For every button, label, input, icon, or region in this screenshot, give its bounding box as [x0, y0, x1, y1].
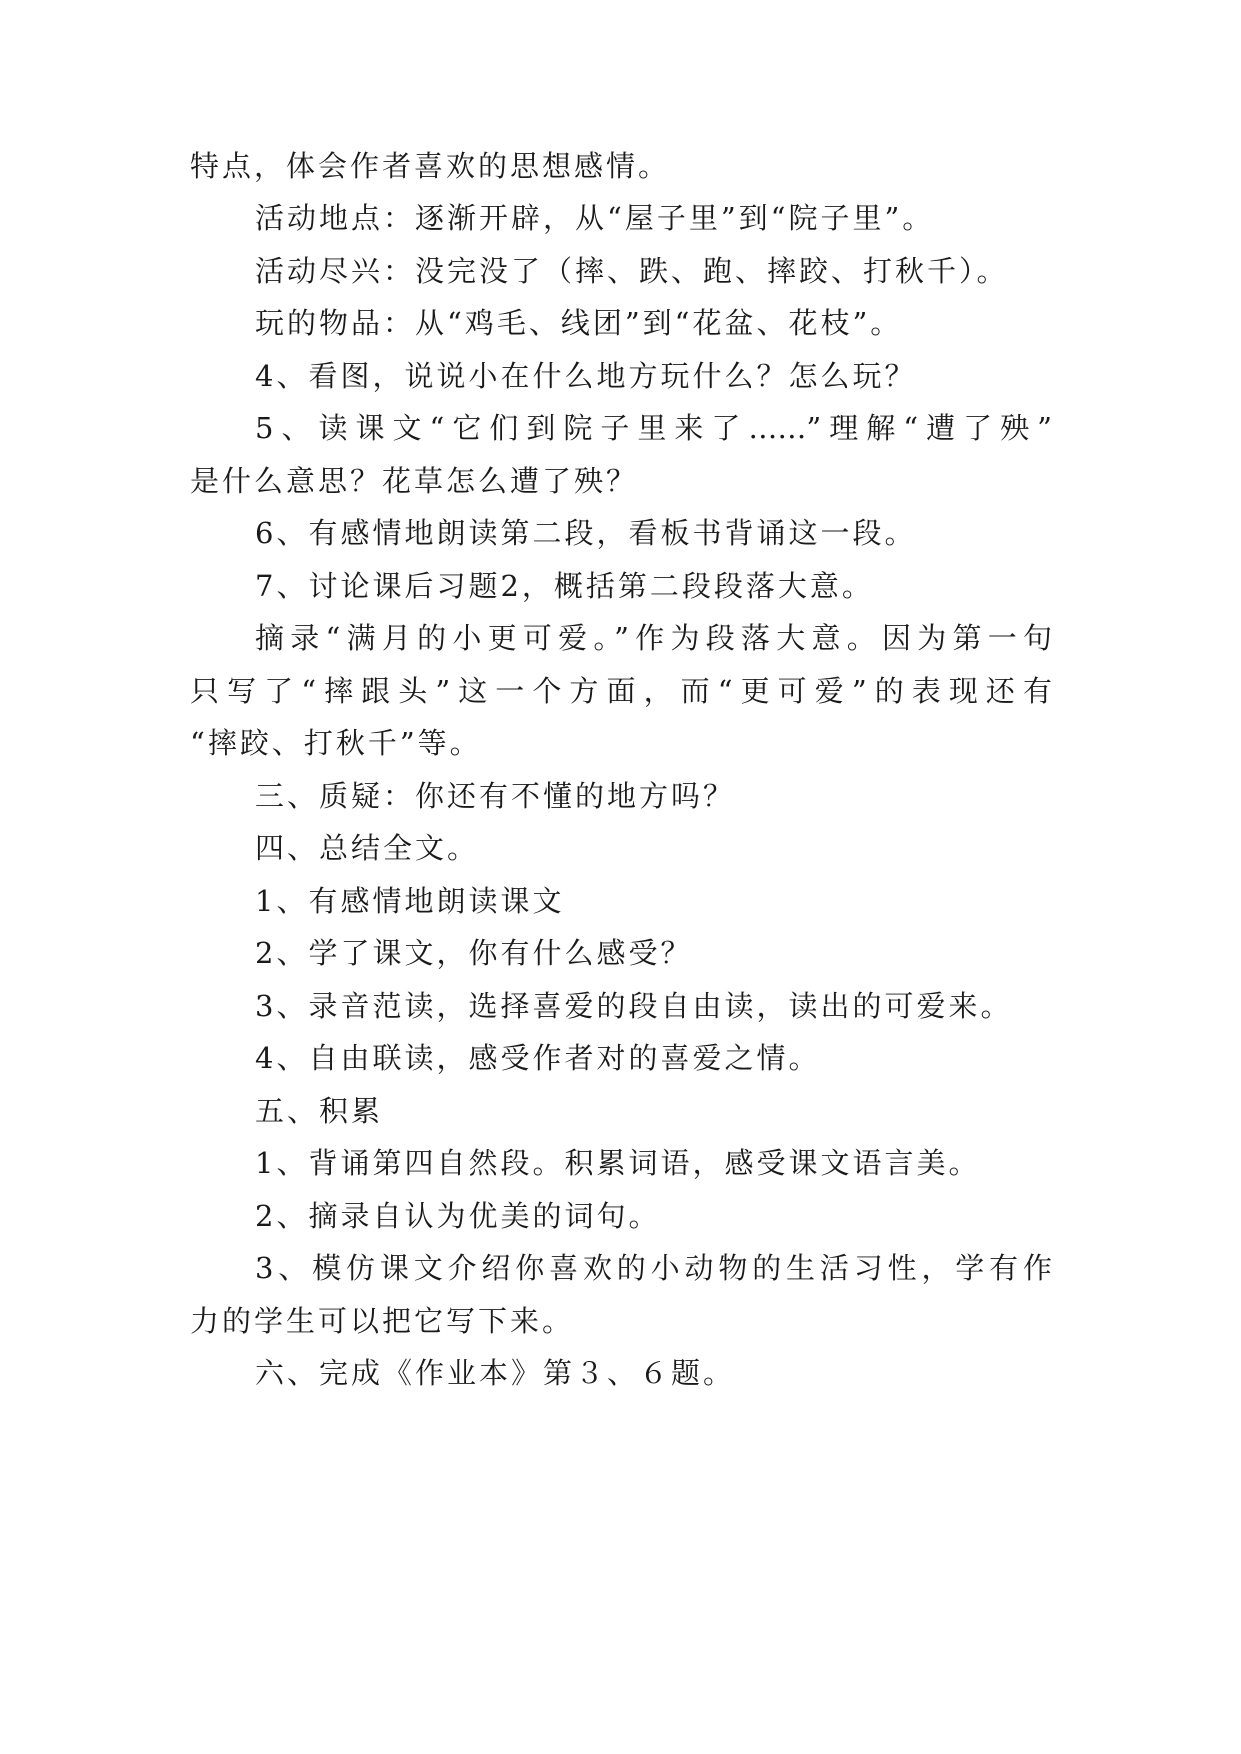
text-line-24: 六、完成《作业本》第３、６题。 — [255, 1356, 736, 1390]
text-line-4: 玩的物品：从“鸡毛、线团”到“花盆、花枝”。 — [255, 306, 903, 340]
text-line-22: 3、模仿课文介绍你喜欢的小动物的生活习性，学有作 — [255, 1251, 1052, 1285]
text-line-14: 四、总结全文。 — [255, 831, 480, 865]
text-line-7: 是什么意思？花草怎么遭了殃？ — [190, 464, 639, 498]
text-line-20: 1、背诵第四自然段。积累词语，感受课文语言美。 — [255, 1146, 981, 1180]
text-line-16: 2、学了课文，你有什么感受？ — [255, 936, 693, 970]
text-line-21: 2、摘录自认为优美的词句。 — [255, 1199, 661, 1233]
text-line-9: 7、讨论课后习题2，概括第二段段落大意。 — [255, 569, 874, 603]
text-line-17: 3、录音范读，选择喜爱的段自由读，读出的可爱来。 — [255, 989, 1013, 1023]
text-line-2: 活动地点：逐渐开辟，从“屋子里”到“院子里”。 — [255, 201, 935, 235]
text-line-5: 4、看图，说说小在什么地方玩什么？怎么玩？ — [255, 359, 917, 393]
text-line-18: 4、自由联读，感受作者对的喜爱之情。 — [255, 1041, 821, 1075]
text-line-10: 摘录“满月的小更可爱。”作为段落大意。因为第一句 — [255, 621, 1052, 655]
text-line-15: 1、有感情地朗读课文 — [255, 884, 565, 918]
text-line-8: 6、有感情地朗读第二段，看板书背诵这一段。 — [255, 516, 917, 550]
text-line-6: 5、读课文“它们到院子里来了……”理解“遭了殃” — [255, 411, 1052, 445]
text-line-23: 力的学生可以把它写下来。 — [190, 1304, 575, 1338]
text-line-11: 只写了“摔跟头”这一个方面，而“更可爱”的表现还有 — [190, 674, 1052, 708]
text-line-19: 五、积累 — [255, 1094, 384, 1128]
text-line-3: 活动尽兴：没完没了（摔、跌、跑、摔跤、打秋千）。 — [255, 254, 1009, 288]
text-line-1: 特点，体会作者喜欢的思想感情。 — [190, 149, 671, 183]
text-line-13: 三、质疑：你还有不懂的地方吗？ — [255, 779, 736, 813]
text-line-12: “摔跤、打秋千”等。 — [190, 726, 482, 760]
